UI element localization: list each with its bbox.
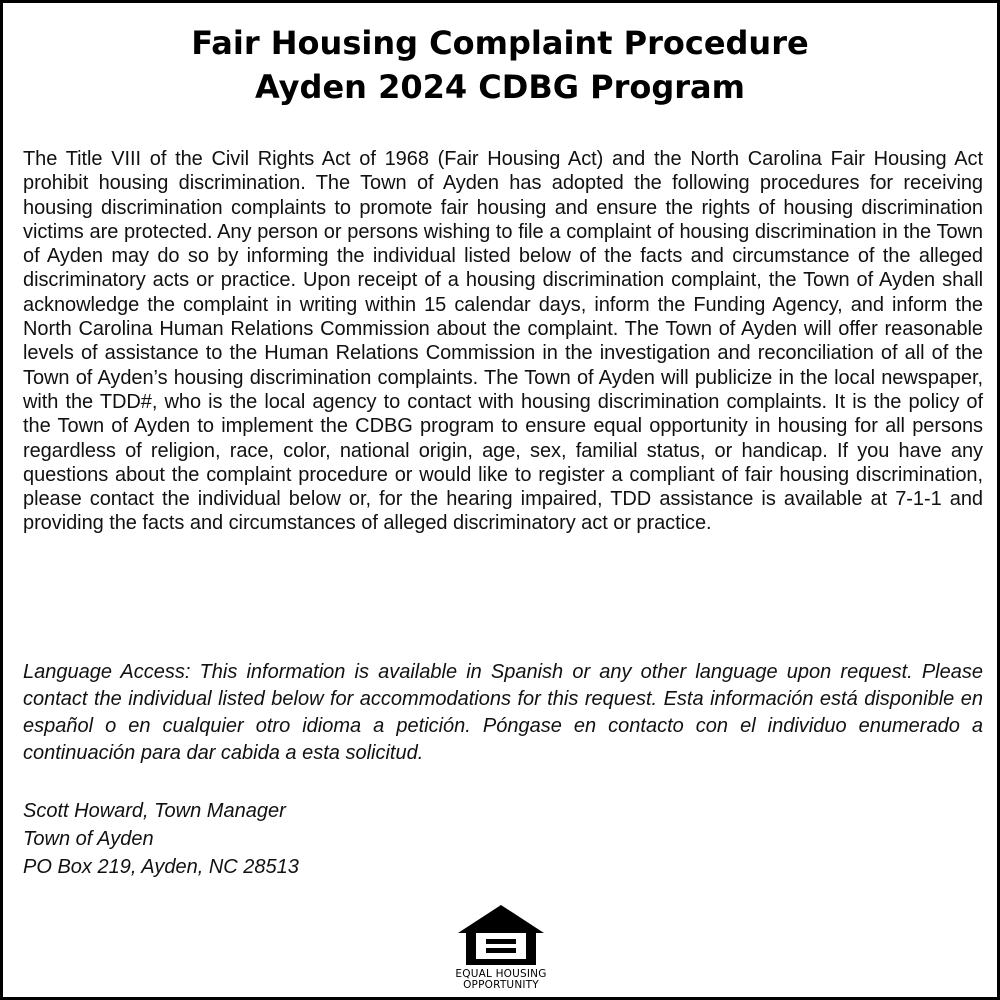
equal-housing-logo — [446, 903, 556, 997]
title-line-1: Fair Housing Complaint Procedure — [191, 24, 809, 62]
title-line-2: Ayden 2024 CDBG Program — [255, 68, 745, 106]
contact-block — [23, 797, 299, 881]
equal-housing-opportunity-icon — [456, 903, 546, 967]
procedure-paragraph: The Title VIII of the Civil Rights Act of 1968 (Fair Housing Act) and the North Carolina Fair Housing Act prohibit housing discrimination. The Town of Ayden has adopted the following procedures for receiving housing discrimination complaints to promote fair housing and ensure the rights of housing discrimination victims are protected. Any person or persons wishing to file a complaint of housing discrimination in the Town of Ayden may do so by informing the individual listed below of the facts and circumstance of the alleged discriminatory acts or practice. Upon receipt of a housing discrimination complaint, the Town of Ayden shall acknowledge the complaint in writing within 15 calendar days, inform the Funding Agency, and inform the North Carolina Human Relations Commission about the complaint. The Town of Ayden will offer reasonable levels of assistance to the Human Relations Commission in the investigation and reconciliation of all of the Town of Ayden’s housing discrimination complaints. The Town of Ayden will publicize in the local newspaper, with the TDD#, who is the local agency to contact with housing discrimination complaints. It is the policy of the Town of Ayden to implement the CDBG program to ensure equal opportunity in housing for all persons regardless of religion, race, color, national origin, age, sex, familial status, or handicap. If you have any questions about the complaint procedure or would like to register a compliant of fair housing discrimination, please contact the individual below or, for the hearing impaired, TDD assistance is available at 7-1-1 and providing the facts and circumstances of alleged discriminatory act or practice. — [23, 148, 983, 535]
contact-organization: Town of Ayden — [23, 828, 154, 850]
contact-name: Scott Howard, Town Manager — [23, 800, 286, 822]
logo-caption — [446, 969, 556, 991]
logo-caption-line-1: EQUAL HOUSING — [455, 968, 547, 980]
logo-caption-line-2: OPPORTUNITY — [463, 979, 539, 991]
language-access-paragraph: Language Access: This information is available in Spanish or any other language upon request. Please contact the individual listed below for accommodations for this request. Esta información está disponible en español o en cualquier otro idioma a petición. Póngase en contacto con el individuo enumerado a continuación para dar cabida a esta solicitud. — [23, 661, 983, 764]
contact-address: PO Box 219, Ayden, NC 28513 — [23, 856, 299, 878]
notice-title — [3, 21, 997, 109]
